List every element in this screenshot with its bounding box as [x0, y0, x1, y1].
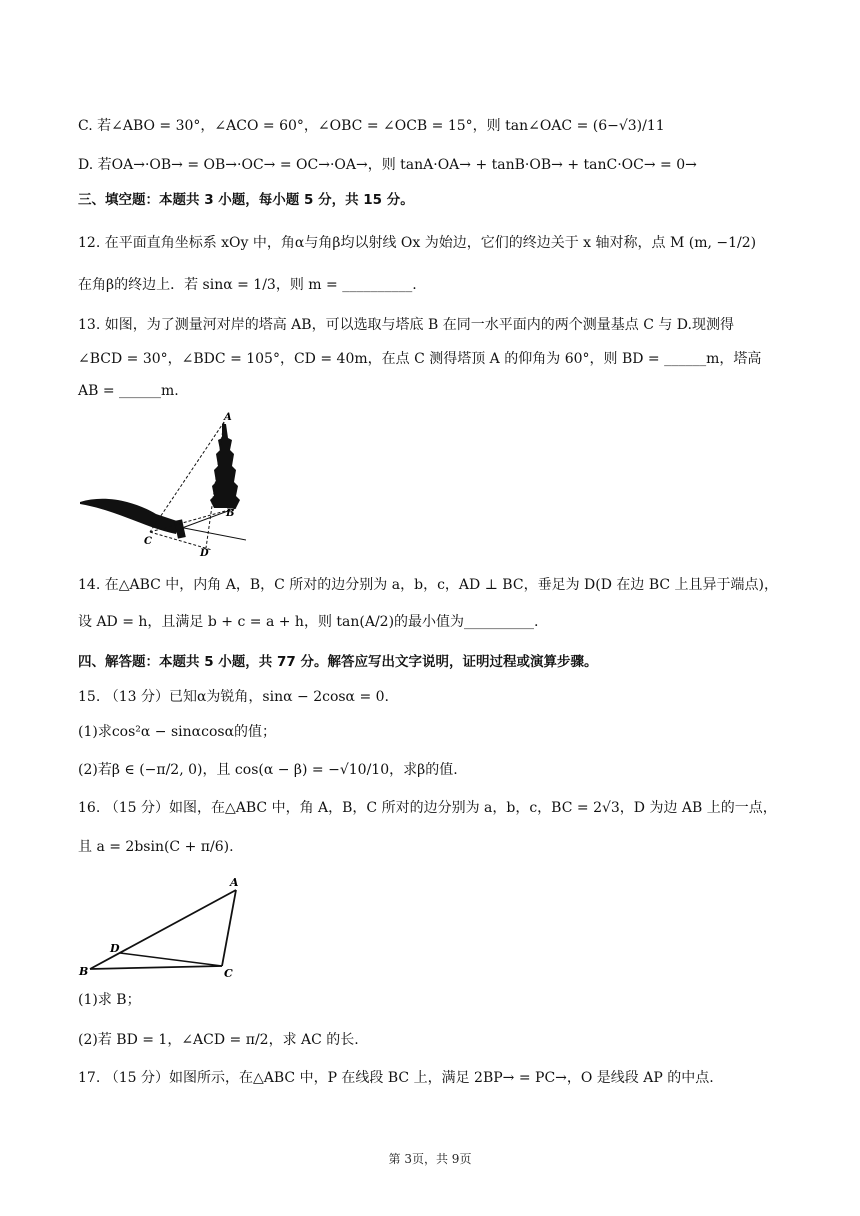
- question-15-line2: (1)求cos²α − sinαcosα的值；: [78, 724, 277, 740]
- question-13-line1: 13. 如图，为了测量河对岸的塔高 AB，可以选取与塔底 B 在同一水平面内的两个测量基点 C 与 D.现测得: [78, 317, 734, 333]
- figure-label-c: C: [224, 967, 233, 980]
- question-13-line2: ∠BCD = 30°，∠BDC = 105°，CD = 40m，在点 C 测得塔顶 A 的仰角为 60°，则 BD = ______m，塔高: [78, 351, 762, 367]
- question-14-line2: 设 AD = h，且满足 b + c = a + h，则 tan(A/2)的最小值为__________.: [78, 614, 539, 630]
- option-d: D. 若OA→·OB→ = OB→·OC→ = OC→·OA→，则 tanA·OA→ + tanB·OB→ + tanC·OC→ = 0→: [78, 157, 697, 173]
- option-c: C. 若∠ABO = 30°，∠ACO = 60°，∠OBC = ∠OCB = 15°，则 tan∠OAC = (6−√3)/11: [78, 118, 665, 134]
- figure-label-b: B: [226, 508, 235, 519]
- figure-label-b: B: [79, 965, 89, 978]
- triangle-figure: [76, 874, 256, 980]
- figure-label-d: D: [110, 942, 120, 955]
- figure-label-c: C: [144, 536, 152, 547]
- figure-label-a: A: [224, 412, 232, 423]
- question-16-part1: (1)求 B；: [78, 992, 141, 1008]
- question-12-line1: 12. 在平面直角坐标系 xOy 中，角α与角β均以射线 Ox 为始边，它们的终边关于 x 轴对称，点 M (m, −1/2): [78, 235, 757, 251]
- question-15-line1: 15. （13 分）已知α为锐角，sinα − 2cosα = 0.: [78, 689, 390, 705]
- tower-figure: [76, 410, 246, 560]
- question-13-line3: AB = ______m.: [78, 383, 179, 399]
- question-16-line2: 且 a = 2bsin(C + π/6).: [78, 839, 234, 855]
- section-heading-answer: 四、解答题：本题共 5 小题，共 77 分。解答应写出文字说明，证明过程或演算步骤。: [78, 654, 598, 670]
- page-footer: 第 3页，共 9页: [388, 1152, 472, 1166]
- figure-label-a: A: [230, 876, 239, 889]
- question-12-line2: 在角β的终边上．若 sinα = 1/3，则 m = __________.: [78, 277, 417, 293]
- question-17-line1: 17. （15 分）如图所示，在△ABC 中，P 在线段 BC 上，满足 2BP→ = PC→，O 是线段 AP 的中点.: [78, 1070, 714, 1086]
- question-16-line1: 16. （15 分）如图，在△ABC 中，角 A，B，C 所对的边分别为 a，b，c，BC = 2√3，D 为边 AB 上的一点，: [78, 800, 777, 816]
- section-heading-fill: 三、填空题：本题共 3 小题，每小题 5 分，共 15 分。: [78, 192, 414, 208]
- figure-label-d: D: [200, 548, 209, 559]
- question-16-part2: (2)若 BD = 1，∠ACD = π/2，求 AC 的长.: [78, 1032, 359, 1048]
- question-14-line1: 14. 在△ABC 中，内角 A，B，C 所对的边分别为 a，b，c，AD ⊥ BC，垂足为 D(D 在边 BC 上且异于端点)，: [78, 577, 779, 593]
- question-15-line3: (2)若β ∈ (−π/2, 0)，且 cos(α − β) = −√10/10，求β的值.: [78, 762, 458, 778]
